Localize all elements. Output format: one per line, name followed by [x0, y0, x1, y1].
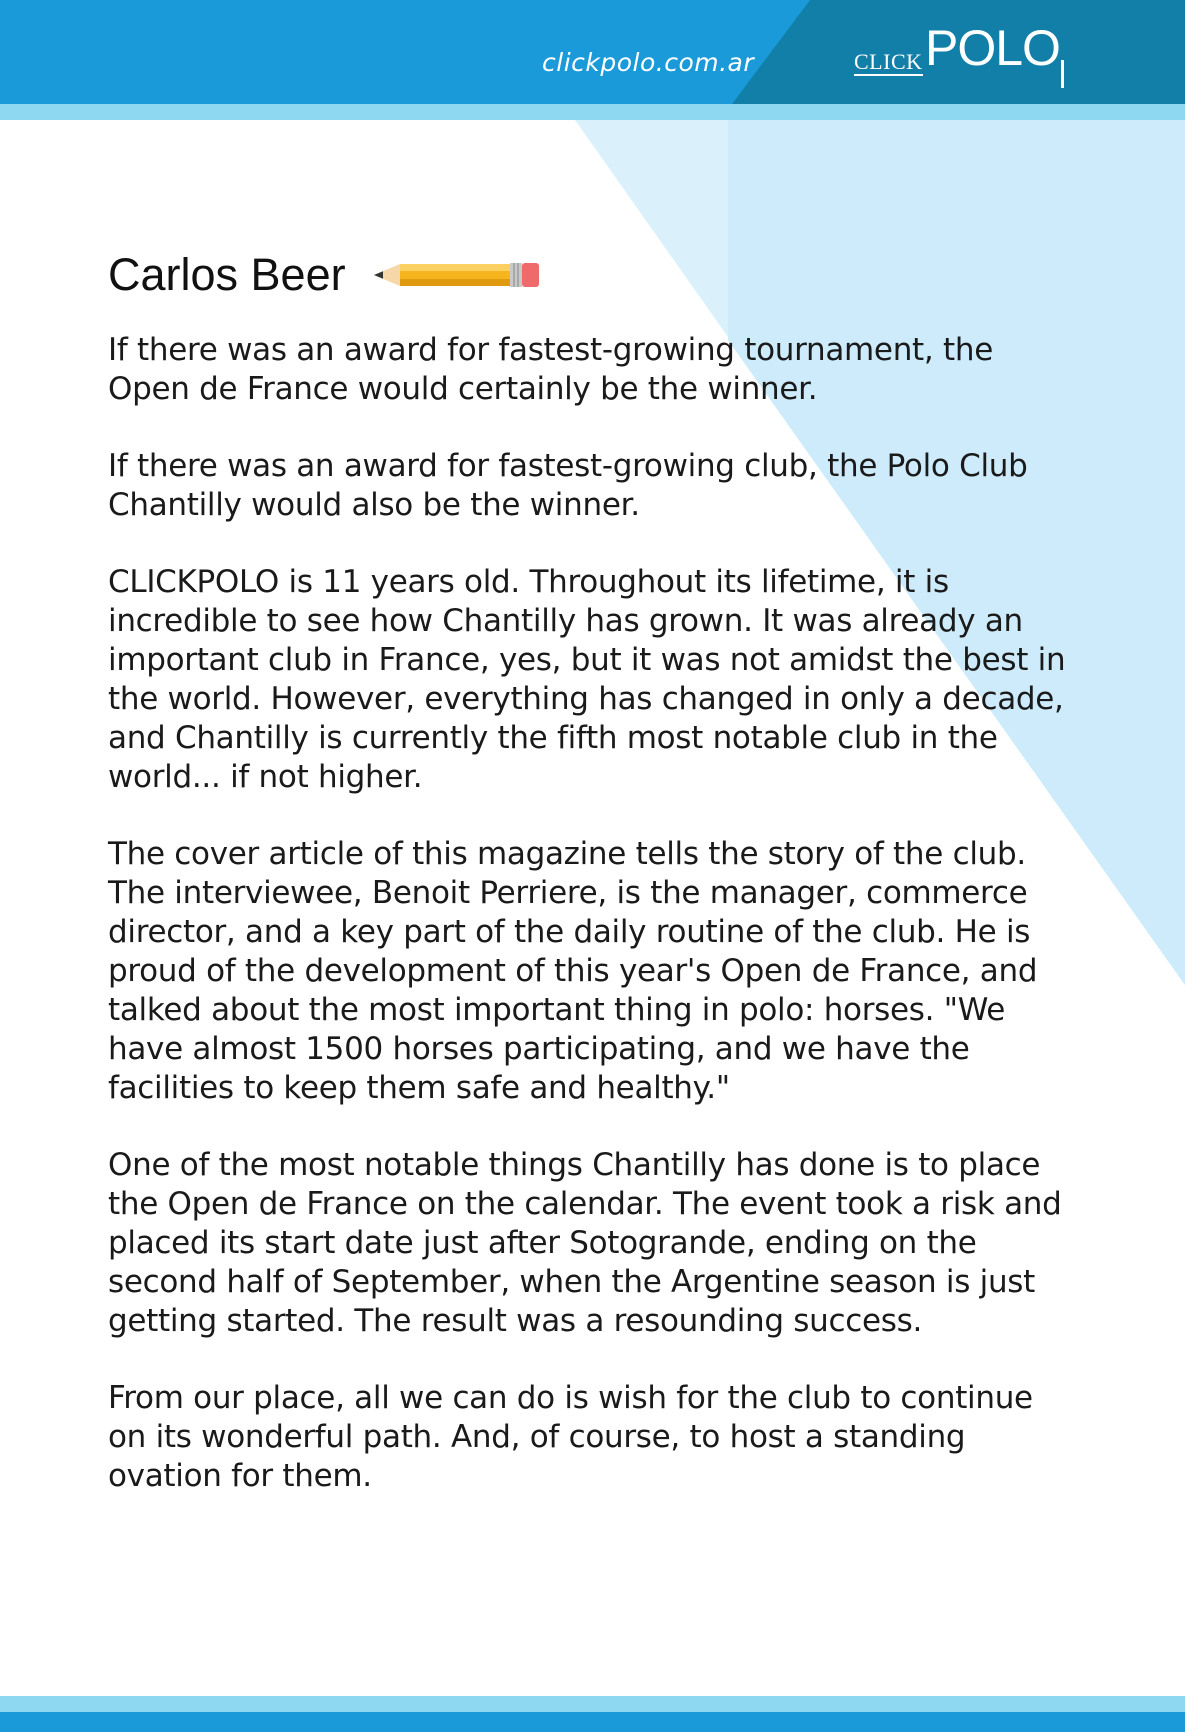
clickpolo-logo[interactable] [854, 22, 1064, 92]
site-url-link[interactable]: clickpolo.com.ar [542, 48, 755, 77]
header-stripe [0, 104, 1185, 120]
article-body [108, 331, 1073, 1534]
author-name: Carlos Beer [108, 249, 346, 300]
article-paragraph: From our place, all we can do is wish for the club to continue on its wonderful path. And, of course, to host a standing ovation for them. [108, 1380, 1033, 1494]
footer-stripe [0, 1696, 1185, 1712]
logo-click-text: CLICK [854, 49, 923, 74]
author-byline [108, 245, 540, 305]
logo-underline-tail [1061, 60, 1064, 88]
article-paragraph: The cover article of this magazine tells the story of the club. The interviewee, Benoit Perriere, is the manager, commerce director, and a key part of the daily routine of the club. He is proud of the development of this year's Open de France, and talked about the most important thing in polo: horses. "We have almost 1500 horses participating, and we have the facilities to keep them safe and healthy." [108, 836, 1038, 1106]
logo-polo-text: POLO [925, 20, 1060, 76]
article-paragraph: One of the most notable things Chantilly has done is to place the Open de France on the calendar. The event took a risk and placed its start date just after Sotogrande, ending on the second half of September, when the Argentine season is just getting started. The result was a resounding success. [108, 1147, 1062, 1339]
footer-bar [0, 1712, 1185, 1732]
article-paragraph: CLICKPOLO is 11 years old. Throughout its lifetime, it is incredible to see how Chantilly has grown. It was already an important club in France, yes, but it was not amidst the best in the world. However, everything has changed in only a decade, and Chantilly is currently the fifth most notable club in the world... if not higher. [108, 564, 1066, 795]
pencil-icon [374, 260, 540, 290]
article-paragraph: If there was an award for fastest-growing tournament, the Open de France would certainly be the winner. [108, 332, 993, 407]
article-paragraph: If there was an award for fastest-growing club, the Polo Club Chantilly would also be the winner. [108, 448, 1028, 523]
